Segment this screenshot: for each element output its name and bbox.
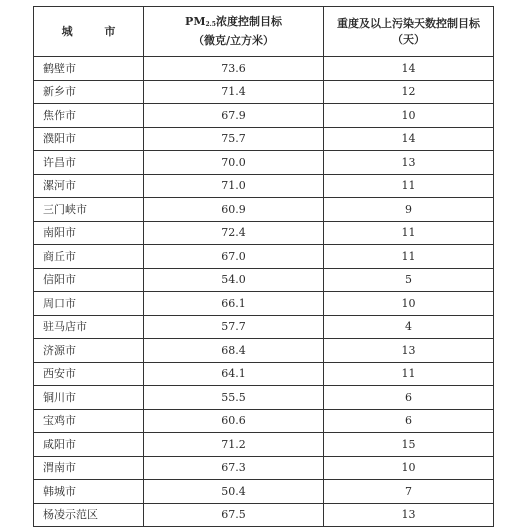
pollution-days-target-cell: 5 <box>324 268 494 292</box>
pollution-days-target-cell: 11 <box>324 245 494 269</box>
pollution-days-target-cell: 9 <box>324 198 494 222</box>
table-row <box>34 433 494 457</box>
pm25-header-prefix: PM <box>185 15 206 28</box>
table-row <box>34 198 494 222</box>
city-cell: 驻马店市 <box>34 315 144 339</box>
pollution-days-target-cell: 13 <box>324 339 494 363</box>
table-row <box>34 315 494 339</box>
city-cell: 三门峡市 <box>34 198 144 222</box>
city-cell: 周口市 <box>34 292 144 316</box>
city-cell: 济源市 <box>34 339 144 363</box>
pollution-days-target-cell: 11 <box>324 221 494 245</box>
pm25-header-suffix: 浓度控制目标 <box>215 15 282 28</box>
city-cell: 鹤壁市 <box>34 57 144 81</box>
pm25-target-cell: 71.2 <box>144 433 324 457</box>
pollution-days-target-cell: 11 <box>324 362 494 386</box>
pm25-target-cell: 60.6 <box>144 409 324 433</box>
pm25-target-cell: 67.9 <box>144 104 324 128</box>
city-cell: 宝鸡市 <box>34 409 144 433</box>
pollution-days-target-cell: 6 <box>324 386 494 410</box>
city-cell: 西安市 <box>34 362 144 386</box>
pollution-days-target-cell: 13 <box>324 503 494 527</box>
pollution-days-target-cell: 10 <box>324 456 494 480</box>
table-row <box>34 245 494 269</box>
pm25-target-cell: 55.5 <box>144 386 324 410</box>
days-header-line1: 重度及以上污染天数控制目标 <box>337 16 480 30</box>
table-row <box>34 80 494 104</box>
city-cell: 漯河市 <box>34 174 144 198</box>
pollution-days-target-cell: 10 <box>324 292 494 316</box>
table-row <box>34 292 494 316</box>
pollution-days-target-cell: 4 <box>324 315 494 339</box>
table-row <box>34 456 494 480</box>
pm25-target-cell: 72.4 <box>144 221 324 245</box>
city-cell: 濮阳市 <box>34 127 144 151</box>
pm25-target-cell: 54.0 <box>144 268 324 292</box>
city-cell: 许昌市 <box>34 151 144 175</box>
pm25-target-cell: 67.3 <box>144 456 324 480</box>
city-cell: 南阳市 <box>34 221 144 245</box>
pm25-target-cell: 68.4 <box>144 339 324 363</box>
table-row <box>34 362 494 386</box>
city-cell: 新乡市 <box>34 80 144 104</box>
pm25-target-cell: 64.1 <box>144 362 324 386</box>
table-row <box>34 480 494 504</box>
pm25-target-cell: 70.0 <box>144 151 324 175</box>
city-cell: 信阳市 <box>34 268 144 292</box>
table-row <box>34 151 494 175</box>
pm25-header-line1 <box>144 14 323 33</box>
city-cell: 杨凌示范区 <box>34 503 144 527</box>
pm25-target-cell: 71.4 <box>144 80 324 104</box>
table-body <box>34 57 494 527</box>
city-cell: 铜川市 <box>34 386 144 410</box>
pm25-target-cell: 71.0 <box>144 174 324 198</box>
table-header-row <box>34 7 494 57</box>
pollution-target-table <box>33 6 494 527</box>
table-row <box>34 339 494 363</box>
pm25-target-cell: 50.4 <box>144 480 324 504</box>
pollution-days-target-cell: 10 <box>324 104 494 128</box>
pollution-days-target-cell: 14 <box>324 57 494 81</box>
table-row <box>34 386 494 410</box>
table-row <box>34 174 494 198</box>
pm25-column-header <box>144 7 324 57</box>
table-row <box>34 503 494 527</box>
city-cell: 渭南市 <box>34 456 144 480</box>
pollution-days-target-cell: 12 <box>324 80 494 104</box>
table-row <box>34 221 494 245</box>
table-row <box>34 104 494 128</box>
pollution-days-target-cell: 13 <box>324 151 494 175</box>
city-cell: 商丘市 <box>34 245 144 269</box>
pm25-target-cell: 73.6 <box>144 57 324 81</box>
pollution-days-target-cell: 7 <box>324 480 494 504</box>
table-row <box>34 409 494 433</box>
table-row <box>34 268 494 292</box>
city-cell: 咸阳市 <box>34 433 144 457</box>
days-header-line2: （天） <box>392 32 425 46</box>
pollution-target-table-container <box>33 6 493 527</box>
table-row <box>34 127 494 151</box>
pm25-target-cell: 66.1 <box>144 292 324 316</box>
pollution-days-target-cell: 14 <box>324 127 494 151</box>
city-cell: 韩城市 <box>34 480 144 504</box>
pollution-days-target-cell: 15 <box>324 433 494 457</box>
pollution-days-target-cell: 6 <box>324 409 494 433</box>
pm25-target-cell: 67.5 <box>144 503 324 527</box>
pm25-target-cell: 60.9 <box>144 198 324 222</box>
city-cell: 焦作市 <box>34 104 144 128</box>
pollution-days-target-cell: 11 <box>324 174 494 198</box>
pm25-header-subscript: 2.5 <box>205 21 216 28</box>
pm25-target-cell: 67.0 <box>144 245 324 269</box>
pm25-header-line2: （微克/立方米） <box>192 34 275 47</box>
pm25-target-cell: 75.7 <box>144 127 324 151</box>
pm25-target-cell: 57.7 <box>144 315 324 339</box>
table-row <box>34 57 494 81</box>
days-column-header <box>324 7 494 57</box>
city-column-header: 城 市 <box>34 7 144 57</box>
